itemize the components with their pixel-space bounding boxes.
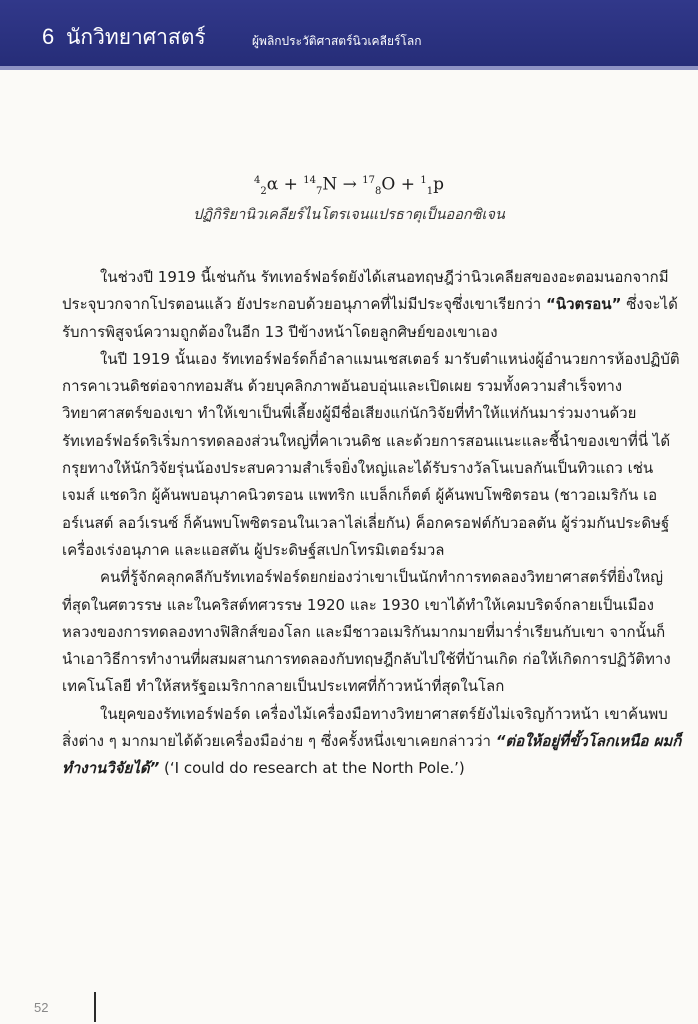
paragraph: [62, 264, 682, 346]
proton-atomic-number: 1: [426, 186, 434, 198]
reaction-arrow: →: [342, 174, 357, 195]
paragraph: [62, 701, 682, 783]
neutron-term: “นิวตรอน”: [545, 295, 622, 314]
chapter-title: นักวิทยาศาสตร์: [66, 25, 206, 49]
plus-sign: +: [283, 174, 298, 195]
nitrogen-atomic-number: 7: [315, 186, 323, 198]
nuclear-equation: [0, 170, 698, 203]
page-number: 52: [34, 1000, 49, 1015]
header-divider: [0, 66, 698, 70]
english-quote: (‘I could do research at the North Pole.’): [159, 759, 465, 778]
paragraph: ในปี 1919 นั้นเอง รัทเทอร์ฟอร์ดก็อำลาแมนเชสเตอร์ มารับตำแหน่งผู้อำนวยการห้องปฏิบัติการคาเวนดิชต่อจากทอมสัน ด้วยบุคลิกภาพอันอบอุ่นและเปิดเผย รวมทั้งความสำเร็จทางวิทยาศาสตร์ของเขา ทำให้เขาเป็นพี่เลี้ยงผู้มีชื่อเสียงแก่นักวิจัยที่ทำให้แห่กันมาร่วมงานด้วย รัทเทอร์ฟอร์ดริเริ่มการทดลองส่วนใหญ่ที่คาเวนดิช และด้วยการสอนแนะและชี้นำของเขาที่นี่ ได้กรุยทางให้นักวิจัยรุ่นน้องประสบความสำเร็จยิ่งใหญ่และได้รับรางวัลโนเบลกันเป็นทิวแถว เช่น เจมส์ แชดวิก ผู้ค้นพบอนุภาคนิวตรอน แพทริก แบล็กเก็ตต์ ผู้ค้นพบโพซิตรอน (ชาวอเมริกัน เออร์เนสต์ ลอว์เรนซ์ ก็ค้นพบโพซิตรอนในเวลาไล่เลี่ยกัน) ค็อกครอฟต์กับวอลตัน ผู้ร่วมกันประดิษฐ์เครื่องเร่งอนุภาค และแอสตัน ผู้ประดิษฐ์สเปกโทรมิเตอร์มวล: [62, 349, 680, 559]
alpha-mass-number: 4: [253, 175, 261, 186]
paragraph-text: ซึ่งจะได้รับการพิสูจน์ความถูกต้องในอีก 13 ปีข้างหน้าโดยลูกศิษย์ของเขาเอง: [62, 295, 678, 341]
plus-sign: +: [400, 174, 415, 195]
oxygen-mass-number: 17: [362, 175, 376, 186]
paragraph: คนที่รู้จักคลุกคลีกับรัทเทอร์ฟอร์ดยกย่องว่าเขาเป็นนักทำการทดลองวิทยาศาสตร์ที่ยิ่งใหญ่ที่สุดในศตวรรษ และในคริสต์ทศวรรษ 1920 และ 1930 เขาได้ทำให้เคมบริดจ์กลายเป็นเมืองหลวงของการทดลองทางฟิสิกส์ของโลก และมีชาวอเมริกันมากมายที่มาร่ำเรียนกับเขา จากนั้นก็นำเอาวิธีการทำงานที่ผสมผสานการทดลองกับทฤษฎีกลับไปใช้ที่บ้านเกิด ก่อให้เกิดการปฏิวัติทางเทคโนโลยี ทำให้สหรัฐอเมริกากลายเป็นประเทศที่ก้าวหน้าที่สุดในโลก: [62, 568, 671, 696]
proton-mass-number: 1: [420, 175, 427, 186]
chapter-number: 6: [42, 24, 55, 49]
nitrogen-mass-number: 14: [303, 175, 316, 186]
paragraph-text: ในยุคของรัทเทอร์ฟอร์ด เครื่องไม้เครื่องมือทางวิทยาศาสตร์ยังไม่เจริญก้าวหน้า เขาค้นพบสิ่งต่าง ๆ มากมายได้ด้วยเครื่องมือง่าย ๆ ซึ่งครั้งหนึ่งเขาเคยกล่าวว่า: [62, 704, 668, 751]
footer-divider: [94, 992, 96, 1022]
alpha-atomic-number: 2: [260, 186, 267, 198]
chapter-subtitle: ผู้พลิกประวัติศาสตร์นิวเคลียร์โลก: [252, 34, 422, 48]
north-pole-quote: “ต่อให้อยู่ที่ขั้วโลกเหนือ ผมก็ทำงานวิจัยได้”: [62, 732, 682, 778]
oxygen-atomic-number: 8: [375, 186, 382, 198]
chapter-header: [0, 0, 698, 66]
oxygen-symbol: O: [381, 174, 396, 195]
nitrogen-symbol: N: [322, 174, 338, 195]
body-text: [62, 264, 682, 783]
proton-symbol: p: [433, 174, 445, 195]
paragraph-text: ในช่วงปี 1919 นี้เช่นกัน รัทเทอร์ฟอร์ดยังได้เสนอทฤษฎีว่านิวเคลียสของอะตอมนอกจากมีประจุบวกจากโปรตอนแล้ว ยังประกอบด้วยอนุภาคที่ไม่มีประจุซึ่งเขาเรียกว่า: [62, 268, 669, 314]
equation-caption: ปฏิกิริยานิวเคลียร์ไนโตรเจนแปรธาตุเป็นออกซิเจน: [193, 207, 505, 223]
alpha-symbol: α: [266, 174, 279, 195]
